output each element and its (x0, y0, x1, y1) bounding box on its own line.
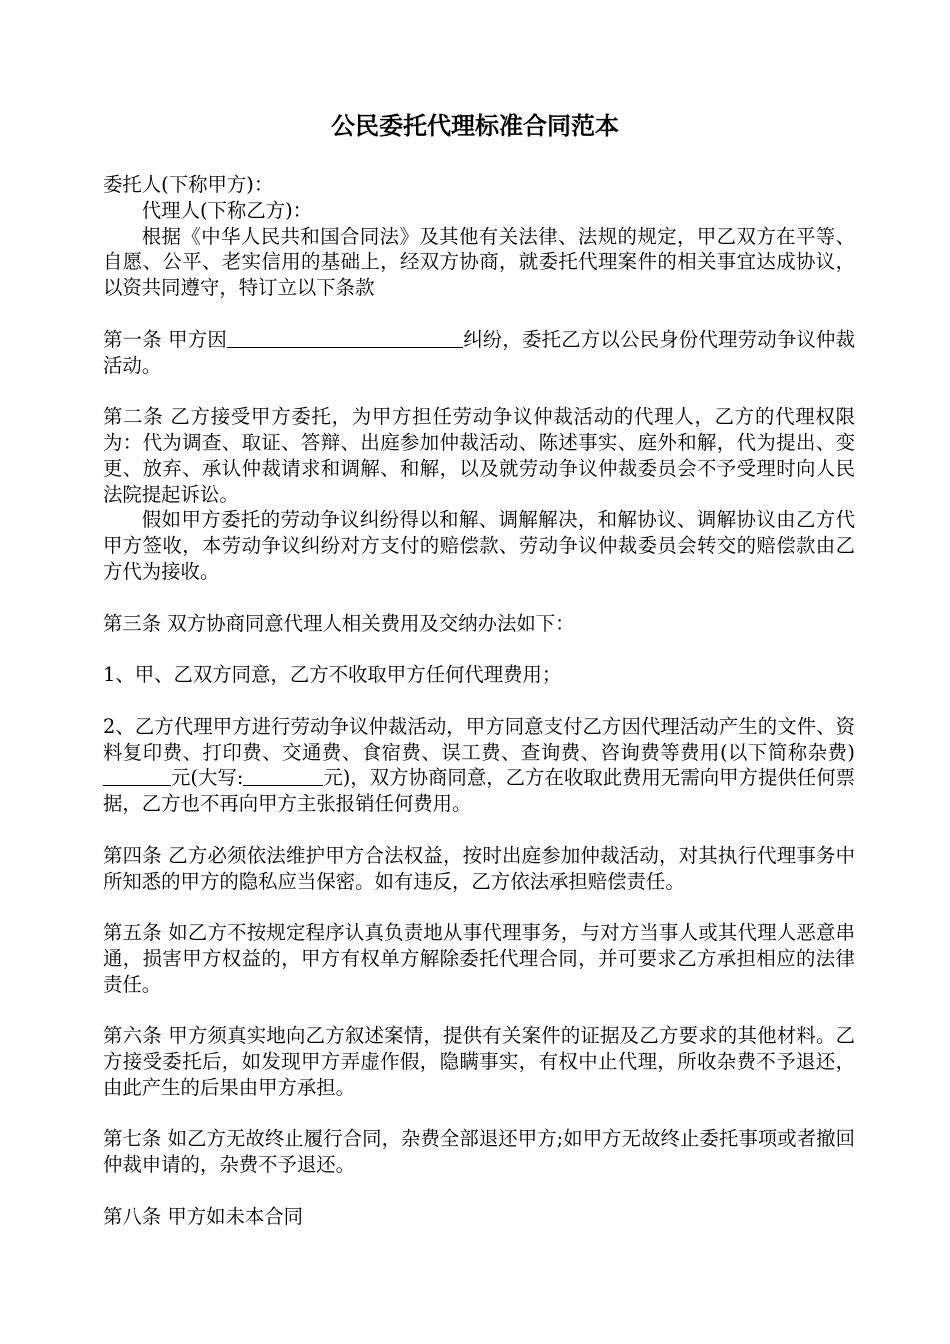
article-3-item-1: 1、甲、乙双方同意，乙方不收取甲方任何代理费用； (103, 663, 562, 687)
article-1 (103, 327, 855, 379)
fee-uppercase-blank[interactable] (243, 766, 323, 786)
preamble-paragraph: 根据《中华人民共和国合同法》及其他有关法律、法规的规定，甲乙双方在平等、自愿、公平、老实信用的基础上，经双方协商，就委托代理案件的相关事宜达成协议，以资共同遵守，特订立以下条款 (103, 224, 855, 300)
article-2: 第二条 乙方接受甲方委托，为甲方担任劳动争议仲裁活动的代理人，乙方的代理权限为：代为调查、取证、答辩、出庭参加仲裁活动、陈述事实、庭外和解，代为提出、变更、放弃、承认仲裁请求和调解、和解，以及就劳动争议仲裁委员会不予受理时向人民法院提起诉讼。 (103, 405, 855, 506)
article-3-item-2 (103, 714, 855, 817)
article-7: 第七条 如乙方无故终止履行合同，杂费全部退还甲方;如甲方无故终止委托事项或者撤回仲裁申请的，杂费不予退还。 (103, 1127, 855, 1177)
article-1-text-before: 第一条 甲方因 (103, 327, 227, 351)
party-b-line: 代理人(下称乙方)： (141, 198, 313, 222)
article-4: 第四条 乙方必须依法维护甲方合法权益，按时出庭参加仲裁活动，对其执行代理事务中所知悉的甲方的隐私应当保密。如有违反，乙方依法承担赔偿责任。 (103, 843, 855, 893)
document-body (103, 172, 855, 1230)
article-5: 第五条 如乙方不按规定程序认真负责地从事代理事务，与对方当事人或其代理人恶意串通，损害甲方权益的，甲方有权单方解除委托代理合同，并可要求乙方承担相应的法律责任。 (103, 921, 855, 996)
fee-amount-blank[interactable] (103, 766, 171, 786)
dispute-blank-field[interactable] (227, 328, 463, 348)
article-1-text-after: 纠纷，委托乙方以公民身份代理劳动争议仲裁活动。 (103, 327, 855, 377)
article-3: 第三条 双方协商同意代理人相关费用及交纳办法如下： (103, 611, 575, 635)
party-a-line: 委托人(下称甲方)： (103, 173, 274, 196)
article-3-item-2-part-2: 元(大写: (171, 766, 244, 790)
document-title: 公民委托代理标准合同范本 (331, 112, 619, 140)
article-6: 第六条 甲方须真实地向乙方叙述案情，提供有关案件的证据及乙方要求的其他材料。乙方接受委托后，如发现甲方弄虚作假，隐瞒事实，有权中止代理，所收杂费不予退还，由此产生的后果由甲方承担。 (103, 1024, 855, 1099)
article-8: 第八条 甲方如未本合同 (103, 1204, 304, 1228)
article-2-extra: 假如甲方委托的劳动争议纠纷得以和解、调解解决，和解协议、调解协议由乙方代甲方签收，本劳动争议纠纷对方支付的赔偿款、劳动争议仲裁委员会转交的赔偿款由乙方代为接收。 (103, 508, 855, 583)
article-3-item-2-part-3: 元)，双方协商同意，乙方在收取此费用无需向甲方提供任何票据，乙方也不再向甲方主张报销任何费用。 (103, 766, 855, 816)
article-3-item-2-part-1: 2、乙方代理甲方进行劳动争议仲裁活动，甲方同意支付乙方因代理活动产生的文件、资料复印费、打印费、交通费、食宿费、误工费、查询费、咨询费等费用(以下简称杂费) (103, 714, 855, 764)
